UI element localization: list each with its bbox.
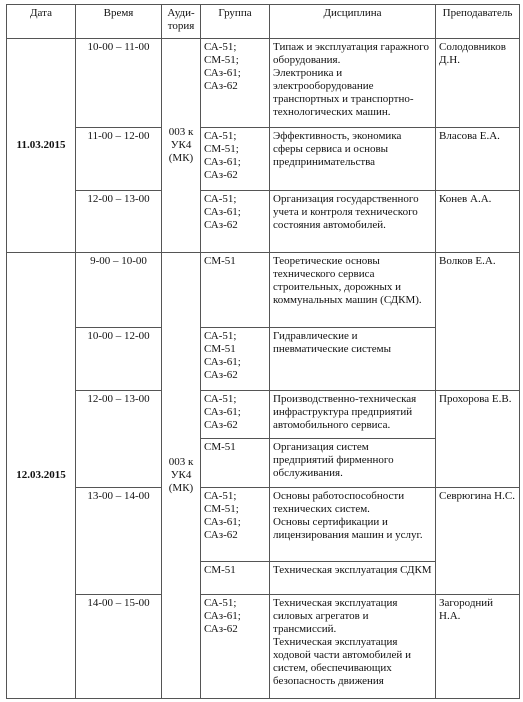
room-cell: 003 к УК4 (МК) (162, 39, 201, 253)
time-cell: 13-00 – 14-00 (76, 487, 162, 594)
table-row (7, 594, 520, 698)
table-row (7, 39, 520, 128)
time-cell: 14-00 – 15-00 (76, 594, 162, 698)
table-row (7, 390, 520, 439)
teacher-cell: Прохорова Е.В. (436, 390, 520, 487)
date-cell: 11.03.2015 (7, 39, 76, 253)
discipline-cell: Гидравлические и пневматические системы (270, 328, 436, 391)
discipline-cell: Организация государственного учета и контроля технического состояния автомобилей. (270, 190, 436, 253)
header-time: Время (76, 5, 162, 39)
header-discipline: Дисциплина (270, 5, 436, 39)
discipline-cell: Техническая эксплуатация СДКМ (270, 562, 436, 594)
teacher-cell: Волков Е.А. (436, 253, 520, 390)
discipline-cell: Эффективность, экономика сферы сервиса и основы предпринимательства (270, 127, 436, 190)
table-row (7, 253, 520, 328)
table-row (7, 127, 520, 190)
group-cell: СМ-51 (201, 253, 270, 328)
date-cell: 12.03.2015 (7, 253, 76, 699)
discipline-cell: Организация систем предприятий фирменного обслуживания. (270, 439, 436, 488)
header-room: Ауди- тория (162, 5, 201, 39)
time-cell: 12-00 – 13-00 (76, 390, 162, 487)
time-cell: 11-00 – 12-00 (76, 127, 162, 190)
header-row (7, 5, 520, 39)
discipline-cell: Производственно-техническая инфраструктура предприятий автомобильного сервиса. (270, 390, 436, 439)
schedule-table (6, 4, 520, 699)
discipline-cell: Основы работоспособности технических систем. Основы сертификации и лицензирования машин и услуг. (270, 487, 436, 562)
discipline-cell: Теоретические основы технического сервиса строительных, дорожных и коммунальных машин (СДКМ). (270, 253, 436, 328)
time-cell: 12-00 – 13-00 (76, 190, 162, 253)
group-cell: СА-51; САз-61; САз-62 (201, 190, 270, 253)
group-cell: СА-51; СМ-51 САз-61; САз-62 (201, 328, 270, 391)
time-cell: 9-00 – 10-00 (76, 253, 162, 328)
header-teacher: Преподаватель (436, 5, 520, 39)
table-row (7, 190, 520, 253)
teacher-cell: Загородний Н.А. (436, 594, 520, 698)
group-cell: СМ-51 (201, 439, 270, 488)
teacher-cell: Конев А.А. (436, 190, 520, 253)
group-cell: СА-51; СМ-51; САз-61; САз-62 (201, 487, 270, 562)
group-cell: СА-51; САз-61; САз-62 (201, 594, 270, 698)
group-cell: СА-51; СМ-51; САз-61; САз-62 (201, 127, 270, 190)
time-cell: 10-00 – 11-00 (76, 39, 162, 128)
discipline-cell: Техническая эксплуатация силовых агрегатов и трансмиссий. Техническая эксплуатация ходовой части автомобилей и систем, обеспечивающих безопасность движения (270, 594, 436, 698)
teacher-cell: Власова Е.А. (436, 127, 520, 190)
group-cell: СА-51; СМ-51; САз-61; САз-62 (201, 39, 270, 128)
time-cell: 10-00 – 12-00 (76, 328, 162, 391)
teacher-cell: Севрюгина Н.С. (436, 487, 520, 594)
header-group: Группа (201, 5, 270, 39)
teacher-cell: Солодовников Д.Н. (436, 39, 520, 128)
discipline-cell: Типаж и эксплуатация гаражного оборудования. Электроника и электрооборудование транспортных и транспортно-технологических машин. (270, 39, 436, 128)
group-cell: СА-51; САз-61; САз-62 (201, 390, 270, 439)
header-date: Дата (7, 5, 76, 39)
group-cell: СМ-51 (201, 562, 270, 594)
room-cell: 003 к УК4 (МК) (162, 253, 201, 699)
table-row (7, 487, 520, 562)
